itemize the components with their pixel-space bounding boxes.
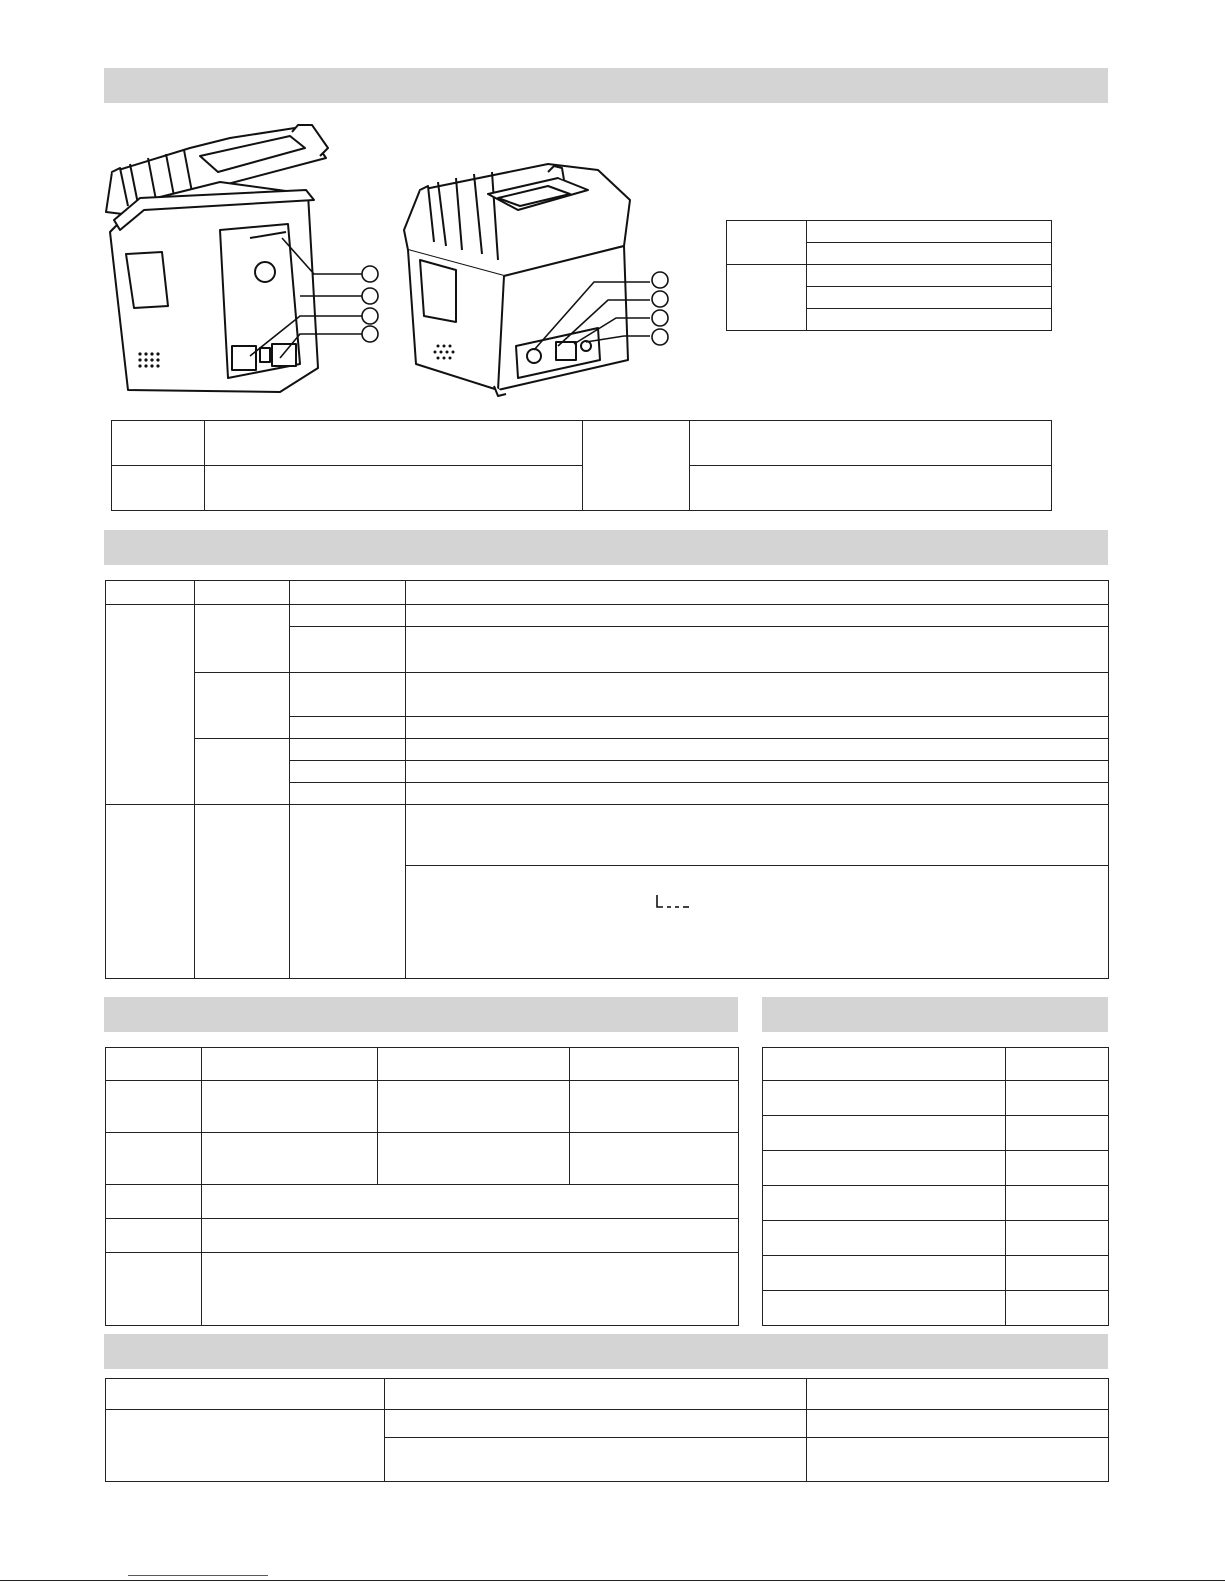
table-cell [106,1253,202,1326]
table-cell [406,581,1109,605]
table-cell [690,466,1052,511]
case-open-front-icon [100,120,400,405]
table-cell [385,1438,807,1482]
table-cell [406,866,1109,979]
table-cell [290,673,406,717]
table-cell [202,1253,739,1326]
table-cell [406,783,1109,805]
table-cell [583,421,690,511]
legend-table [726,220,1052,331]
accessories-table [762,1047,1109,1326]
table-cell [106,1185,202,1219]
status-glyph-icon [655,893,695,911]
table-cell [1006,1291,1109,1326]
table-cell [807,221,1052,243]
table-cell [727,265,807,331]
table-cell [106,1219,202,1253]
table-cell [763,1186,1006,1221]
table-cell [205,466,583,511]
table-cell [763,1048,1006,1081]
table-cell [202,1048,378,1081]
table-cell [406,805,1109,866]
table-cell [106,581,195,605]
table-cell [570,1048,739,1081]
footer-divider [0,1580,1225,1581]
table-cell [763,1081,1006,1116]
table-cell [106,805,195,979]
table-cell [1006,1151,1109,1186]
table-cell [807,287,1052,309]
table-cell [202,1185,739,1219]
table-cell [290,805,406,979]
table-cell [290,627,406,673]
table-cell [106,1048,202,1081]
table-cell [763,1221,1006,1256]
table-cell [290,717,406,739]
table-cell [570,1133,739,1185]
table-cell [290,605,406,627]
table-cell [406,761,1109,783]
table-cell [763,1151,1006,1186]
table-cell [290,783,406,805]
table-cell [807,265,1052,287]
table-cell [378,1133,570,1185]
section-header-troubleshooting [104,1334,1108,1369]
table-cell [106,1133,202,1185]
table-cell [1006,1256,1109,1291]
section-header-specifications [104,530,1108,565]
table-cell [202,1081,378,1133]
table-cell [106,605,195,805]
table-cell [406,673,1109,717]
table-cell [195,581,290,605]
table-cell [406,627,1109,673]
table-cell [205,421,583,466]
table-cell [385,1410,807,1438]
table-cell [106,1081,202,1133]
table-cell [406,717,1109,739]
table-cell [195,805,290,979]
footer-link[interactable] [128,1575,268,1576]
table-cell [807,243,1052,265]
table-cell [106,1410,385,1482]
table-cell [195,605,290,673]
table-cell [807,1438,1109,1482]
table-cell [1006,1116,1109,1151]
table-cell [112,421,205,466]
parts-table [111,420,1052,511]
table-cell [290,761,406,783]
table-cell [378,1081,570,1133]
table-cell [570,1081,739,1133]
table-cell [763,1256,1006,1291]
table-cell [1006,1186,1109,1221]
table-cell [195,739,290,805]
table-cell [195,673,290,739]
table-cell [290,739,406,761]
table-cell [1006,1081,1109,1116]
specifications-table [105,580,1109,979]
table-cell [727,221,807,265]
table-cell [690,421,1052,466]
section-header-charging [104,997,738,1032]
table-cell [1006,1221,1109,1256]
table-cell [290,581,406,605]
table-cell [406,605,1109,627]
table-cell [385,1379,807,1410]
table-cell [1006,1048,1109,1081]
table-cell [202,1219,739,1253]
table-cell [112,466,205,511]
table-cell [763,1116,1006,1151]
case-closed-back-icon [398,150,683,405]
troubleshooting-table [105,1378,1109,1482]
table-cell [106,1379,385,1410]
section-header-overview [104,68,1108,103]
section-header-accessories [762,997,1108,1032]
table-cell [406,739,1109,761]
table-cell [807,309,1052,331]
table-cell [378,1048,570,1081]
table-cell [202,1133,378,1185]
table-cell [807,1410,1109,1438]
table-cell [763,1291,1006,1326]
charging-table [105,1047,739,1326]
table-cell [807,1379,1109,1410]
